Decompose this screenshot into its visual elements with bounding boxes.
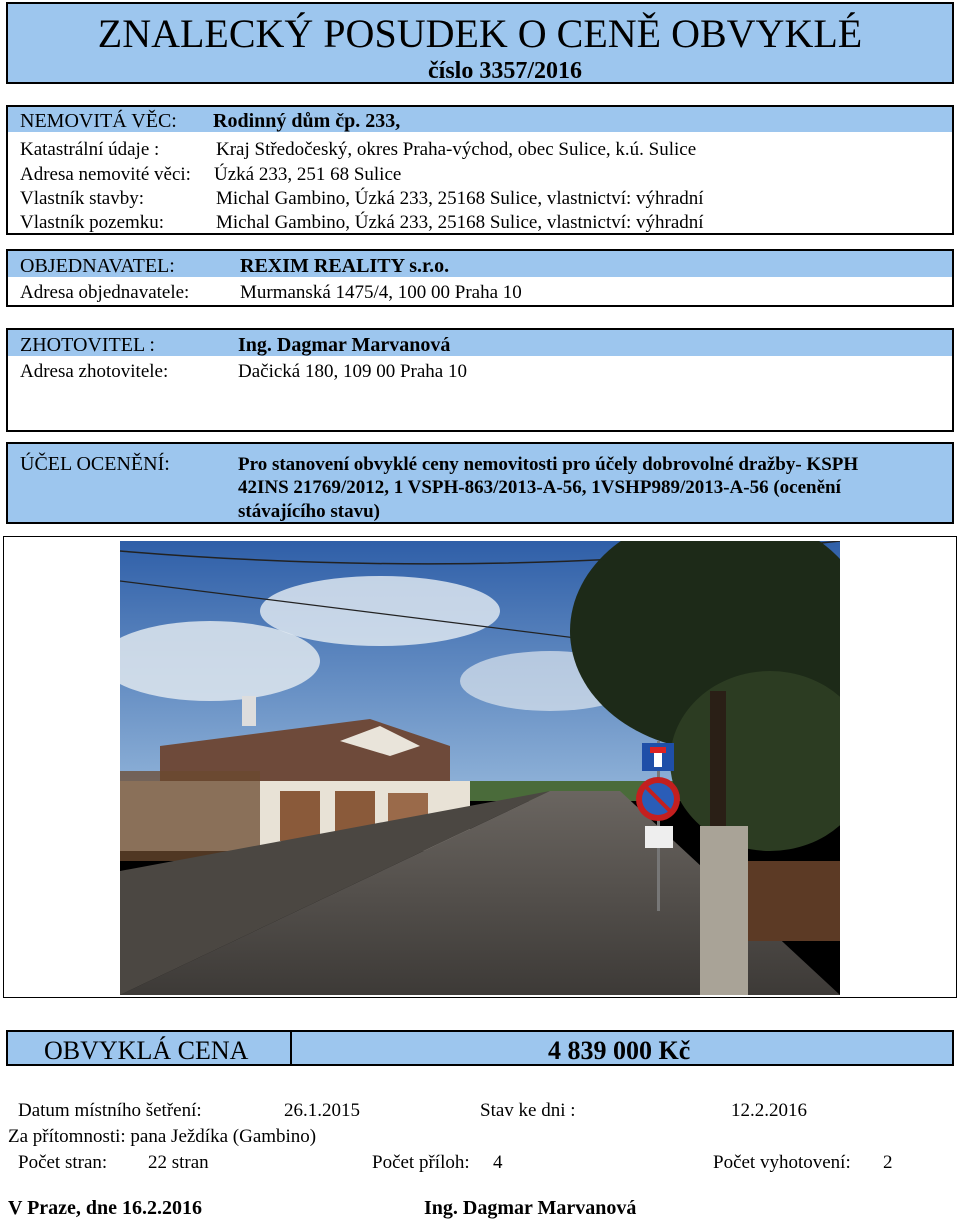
- land-owner-label: Vlastník pozemku:: [20, 212, 165, 233]
- document-number: číslo 3357/2016: [428, 58, 582, 84]
- client-name: REXIM REALITY s.r.o.: [240, 255, 450, 277]
- document-title: ZNALECKÝ POSUDEK O CENĚ OBVYKLÉ: [97, 11, 863, 56]
- cloud: [260, 576, 500, 646]
- attachments-label: Počet příloh:: [372, 1152, 470, 1173]
- land-owner-value: Michal Gambino, Úzká 233, 25168 Sulice, vlastnictví: výhradní: [216, 212, 704, 233]
- purpose-section: [6, 442, 954, 524]
- cadastral-value: Kraj Středočeský, okres Praha-východ, obec Sulice, k.ú. Sulice: [216, 139, 697, 160]
- client-address-label: Adresa objednavatele:: [20, 282, 190, 303]
- client-section: [6, 249, 954, 307]
- gate-pillar: [700, 826, 748, 995]
- tree-trunk: [710, 691, 726, 841]
- state-date-value: 12.2.2016: [731, 1100, 807, 1121]
- contractor-address-value: Dačická 180, 109 00 Praha 10: [238, 361, 467, 382]
- pages-value: 22 stran: [148, 1152, 209, 1173]
- contractor-section: [6, 328, 954, 432]
- property-section: [6, 105, 954, 235]
- title-box: [6, 2, 954, 84]
- signature-name: Ing. Dagmar Marvanová: [424, 1197, 637, 1219]
- place-date: V Praze, dne 16.2.2016: [8, 1197, 203, 1219]
- presence-note: Za přítomnosti: pana Ježdíka (Gambino): [8, 1126, 317, 1147]
- survey-date-value: 26.1.2015: [284, 1100, 360, 1121]
- sign-plate: [645, 826, 673, 848]
- property-address-value: Úzká 233, 251 68 Sulice: [214, 164, 402, 185]
- cadastral-label: Katastrální údaje :: [20, 139, 160, 160]
- purpose-label: ÚČEL OCENĚNÍ:: [20, 453, 170, 475]
- client-address-value: Murmanská 1475/4, 100 00 Praha 10: [240, 282, 522, 303]
- purpose-line-1: Pro stanovení obvyklé ceny nemovitosti pro účely dobrovolné dražby- KSPH: [238, 454, 859, 475]
- property-address-label: Adresa nemovité věci:: [20, 164, 191, 185]
- attachments-value: 4: [493, 1152, 503, 1173]
- purpose-line-3: stávajícího stavu): [238, 501, 380, 522]
- building-owner-value: Michal Gambino, Úzká 233, 25168 Sulice, vlastnictví: výhradní: [216, 188, 704, 209]
- ivy: [120, 771, 260, 861]
- building-owner-label: Vlastník stavby:: [20, 188, 145, 209]
- copies-label: Počet vyhotovení:: [713, 1152, 851, 1173]
- chimney: [242, 696, 256, 726]
- state-date-label: Stav ke dni :: [480, 1100, 576, 1121]
- property-heading-label: NEMOVITÁ VĚC:: [20, 110, 177, 132]
- price-label: OBVYKLÁ CENA: [44, 1036, 249, 1065]
- fence-panel: [280, 791, 320, 841]
- property-heading-value: Rodinný dům čp. 233,: [213, 110, 401, 132]
- contractor-address-label: Adresa zhotovitele:: [20, 361, 169, 382]
- price-box: [6, 1030, 954, 1066]
- contractor-label: ZHOTOVITEL :: [20, 334, 155, 356]
- pages-label: Počet stran:: [18, 1152, 108, 1173]
- copies-value: 2: [883, 1152, 893, 1173]
- survey-date-label: Datum místního šetření:: [18, 1100, 202, 1121]
- purpose-line-2: 42INS 21769/2012, 1 VSPH-863/2013-A-56, 1VSHP989/2013-A-56 (ocenění: [238, 477, 841, 498]
- client-label: OBJEDNAVATEL:: [20, 255, 175, 277]
- contractor-name: Ing. Dagmar Marvanová: [238, 334, 451, 356]
- price-divider: [290, 1030, 292, 1066]
- property-photo: [120, 541, 840, 995]
- wooden-fence: [748, 861, 840, 941]
- price-value: 4 839 000 Kč: [548, 1036, 691, 1065]
